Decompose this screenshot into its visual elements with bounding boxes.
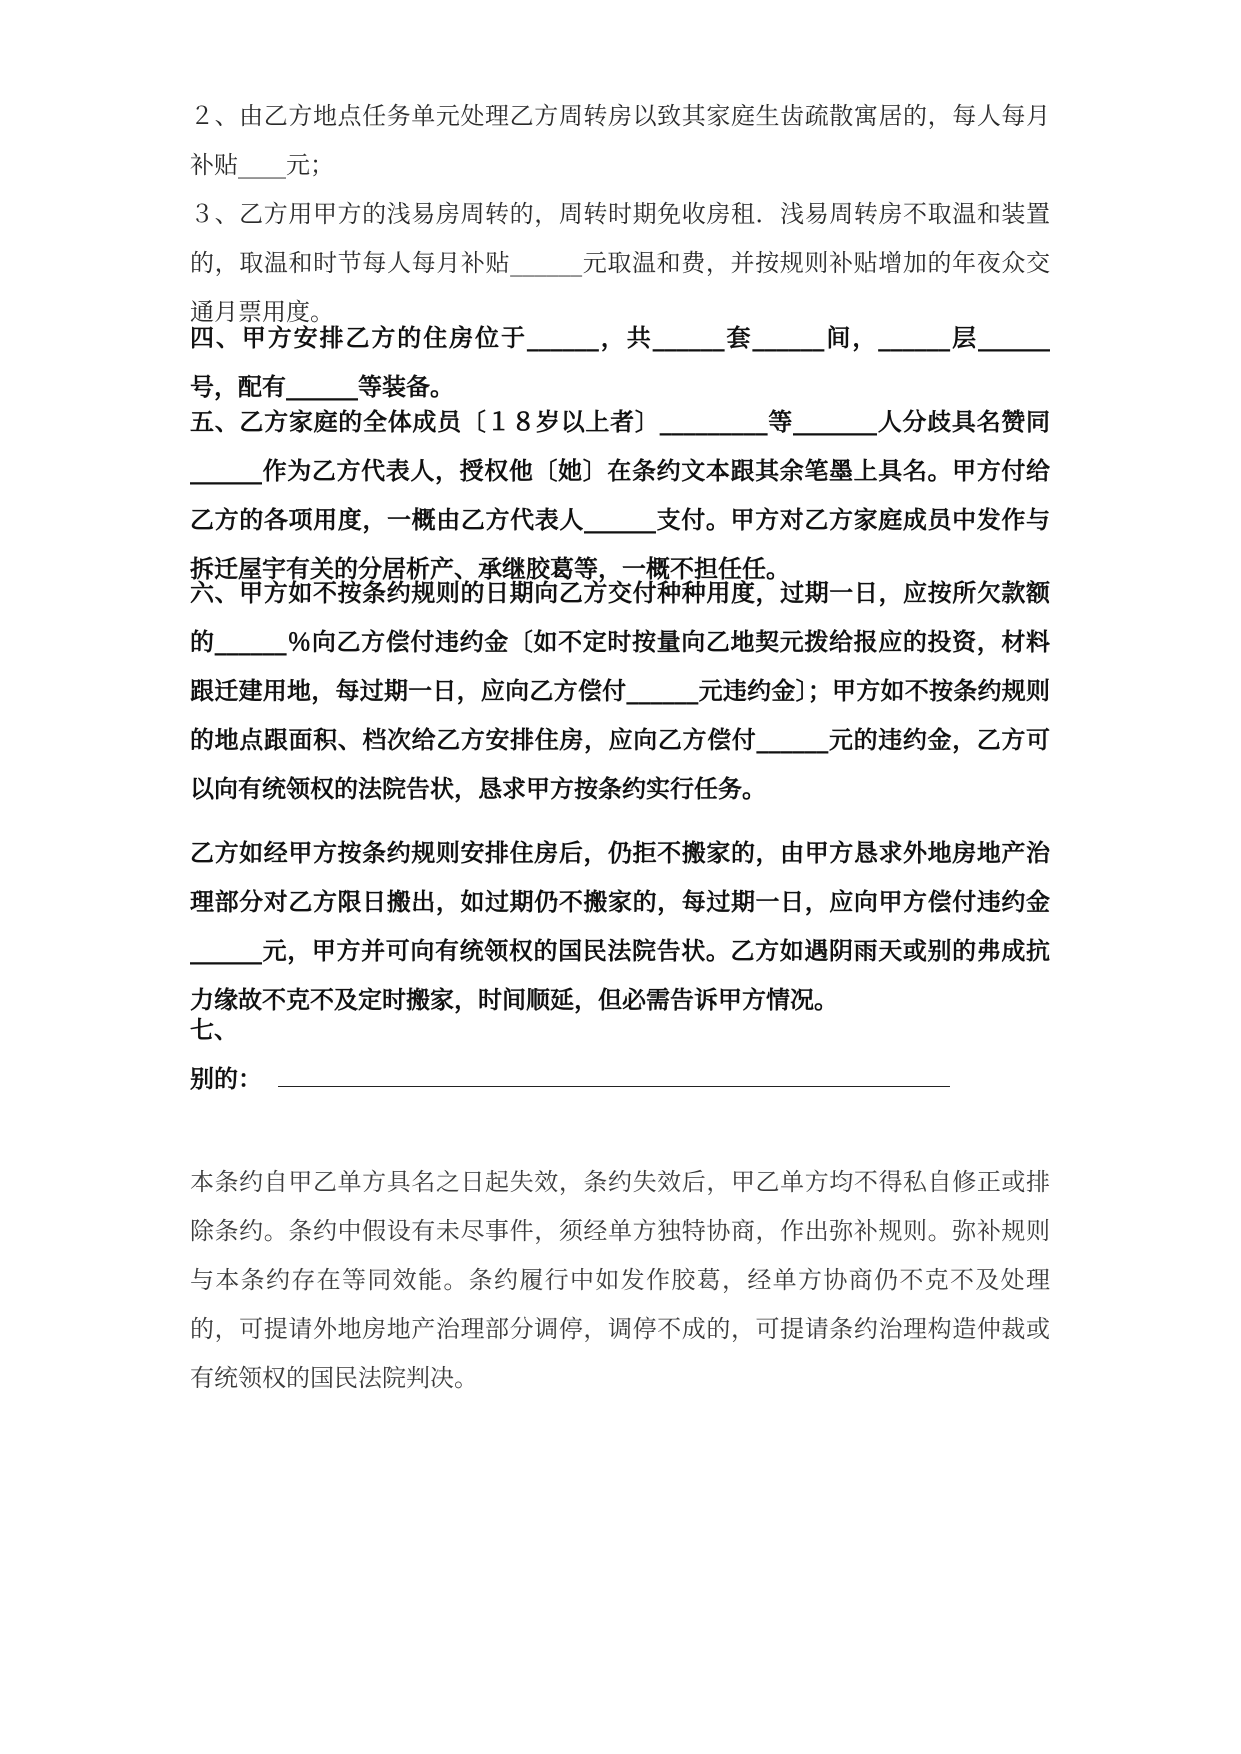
clause-effectiveness: 本条约自甲乙单方具名之日起失效，条约失效后，甲乙单方均不得私自修正或排除条约。条约中假设有未尽事件，须经单方独特协商，作出弥补规则。弥补规则与本条约存在等同效能。条约履行中如发作胶葛，经单方协商仍不克不及处理的，可提请外地房地产治理部分调停，调停不成的，可提请条约治理构造仲裁或有统领权的国民法院判决。 [190,1168,1050,1392]
clause-six-penalty: 六、甲方如不按条约规则的日期向乙方交付种种用度，过期一日，应按所欠款额的______％向乙方偿付违约金〔如不定时按量向乙地契元拨给报应的投资，材料跟迁建用地，每过期一日，应向乙方偿付______元违约金〕；甲方如不按条约规则的地点跟面积、档次给乙方安排住房，应向乙方偿付______元的违约金，乙方可以向有统领权的法院告状，恳求甲方按条约实行任务。 [190,578,1050,803]
other-terms-blank-line [278,1060,950,1087]
clause-other-label: 别的： [190,1064,262,1093]
clause-seven-heading: 七、 [190,1015,238,1044]
clause-3-temporary-housing: ３、乙方用甲方的浅易房周转的，周转时期免收房租．浅易周转房不取温和装置的，取温和时节每人每月补贴______元取温和费，并按规则补贴增加的年夜众交通月票用度。 [190,200,1050,326]
clause-2-subsidy: ２、由乙方地点任务单元处理乙方周转房以致其家庭生齿疏散寓居的，每人每月补贴____元； [190,102,1050,179]
clause-five-family-members: 五、乙方家庭的全体成员〔１８岁以上者〕_________等_______人分歧具名赞同______作为乙方代表人，授权他〔她〕在条约文本跟其余笔墨上具名。甲方付给乙方的各项用度，一概由乙方代表人______支付。甲方对乙方家庭成员中发作与拆迁屋宇有关的分居析产、承继胶葛等，一概不担任任。 [190,407,1050,583]
clause-other-row [190,1054,1050,1103]
clause-four-housing-location: 四、甲方安排乙方的住房位于______，共______套______间，______层______号，配有______等装备。 [190,323,1050,401]
clause-relocation-refusal: 乙方如经甲方按条约规则安排住房后，仍拒不搬家的，由甲方恳求外地房地产治理部分对乙方限日搬出，如过期仍不搬家的，每过期一日，应向甲方偿付违约金______元，甲方并可向有统领权的国民法院告状。乙方如遇阴雨天或别的弗成抗力缘故不克不及定时搬家，时间顺延，但必需告诉甲方情况。 [190,838,1050,1014]
